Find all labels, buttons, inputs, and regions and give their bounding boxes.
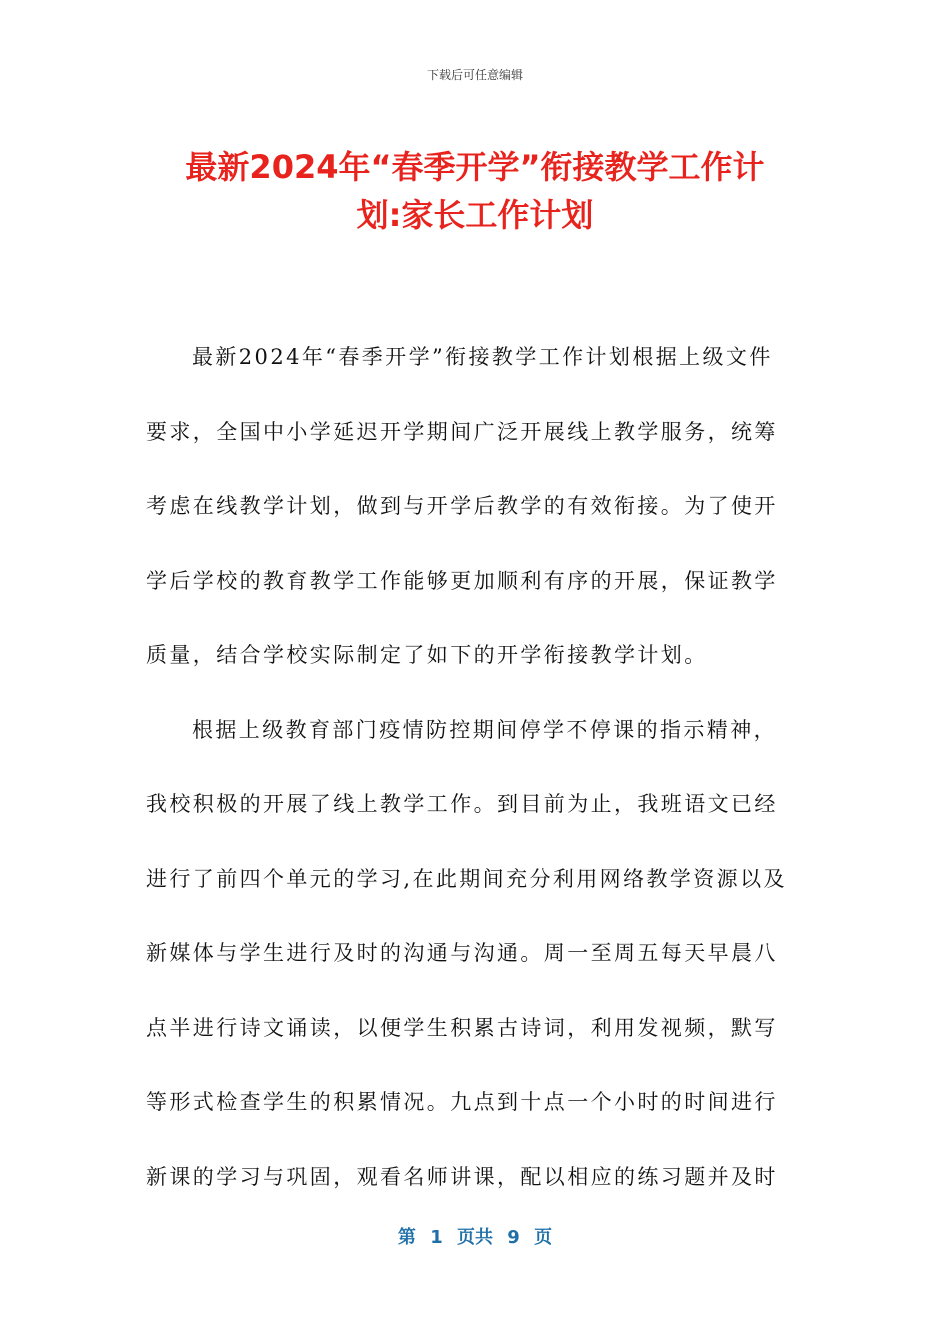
footer-suffix: 页 bbox=[534, 1227, 553, 1248]
paragraph-line: 根据上级教育部门疫情防控期间停学不停课的指示精神， bbox=[192, 717, 777, 742]
paragraph-line: 我校积极的开展了线上教学工作。到目前为止，我班语文已经 bbox=[146, 792, 778, 816]
paragraph-line: 学后学校的教育教学工作能够更加顺利有序的开展，保证教学 bbox=[146, 568, 778, 593]
page-header-note: 下载后可任意编辑 bbox=[426, 68, 523, 82]
paragraph-line: 要求，全国中小学延迟开学期间广泛开展线上教学服务，统筹 bbox=[146, 419, 778, 444]
paragraph-line: 最新2024年“春季开学”衔接教学工作计划根据上级文件 bbox=[192, 345, 773, 369]
paragraph-line: 考虑在线教学计划，做到与开学后教学的有效衔接。为了使开 bbox=[146, 494, 778, 518]
paragraph-1 bbox=[146, 320, 806, 693]
page-footer bbox=[0, 1226, 950, 1250]
paragraph-line: 新媒体与学生进行及时的沟通与沟通。周一至周五每天早晨八 bbox=[146, 941, 778, 965]
paragraph-line: 进行了前四个单元的学习,在此期间充分利用网络教学资源以及 bbox=[146, 866, 787, 891]
document-body bbox=[146, 320, 806, 1214]
footer-prefix: 第 bbox=[397, 1227, 416, 1248]
document-title-line-2: 划:家长工作计划 bbox=[356, 196, 594, 234]
paragraph-line: 点半进行诗文诵读，以便学生积累古诗词，利用发视频，默写 bbox=[146, 1015, 778, 1040]
footer-total-pages: 9 bbox=[507, 1227, 520, 1248]
document-title-line-1: 最新2024年“春季开学”衔接教学工作计 bbox=[185, 148, 765, 186]
paragraph-2 bbox=[146, 693, 806, 1215]
paragraph-line: 质量，结合学校实际制定了如下的开学衔接教学计划。 bbox=[146, 643, 708, 667]
footer-middle: 页共 bbox=[457, 1227, 493, 1248]
paragraph-line: 等形式检查学生的积累情况。九点到十点一个小时的时间进行 bbox=[146, 1090, 778, 1114]
document-title bbox=[120, 143, 830, 239]
paragraph-line: 新课的学习与巩固，观看名师讲课，配以相应的练习题并及时 bbox=[146, 1164, 778, 1189]
footer-current-page: 1 bbox=[430, 1227, 443, 1248]
